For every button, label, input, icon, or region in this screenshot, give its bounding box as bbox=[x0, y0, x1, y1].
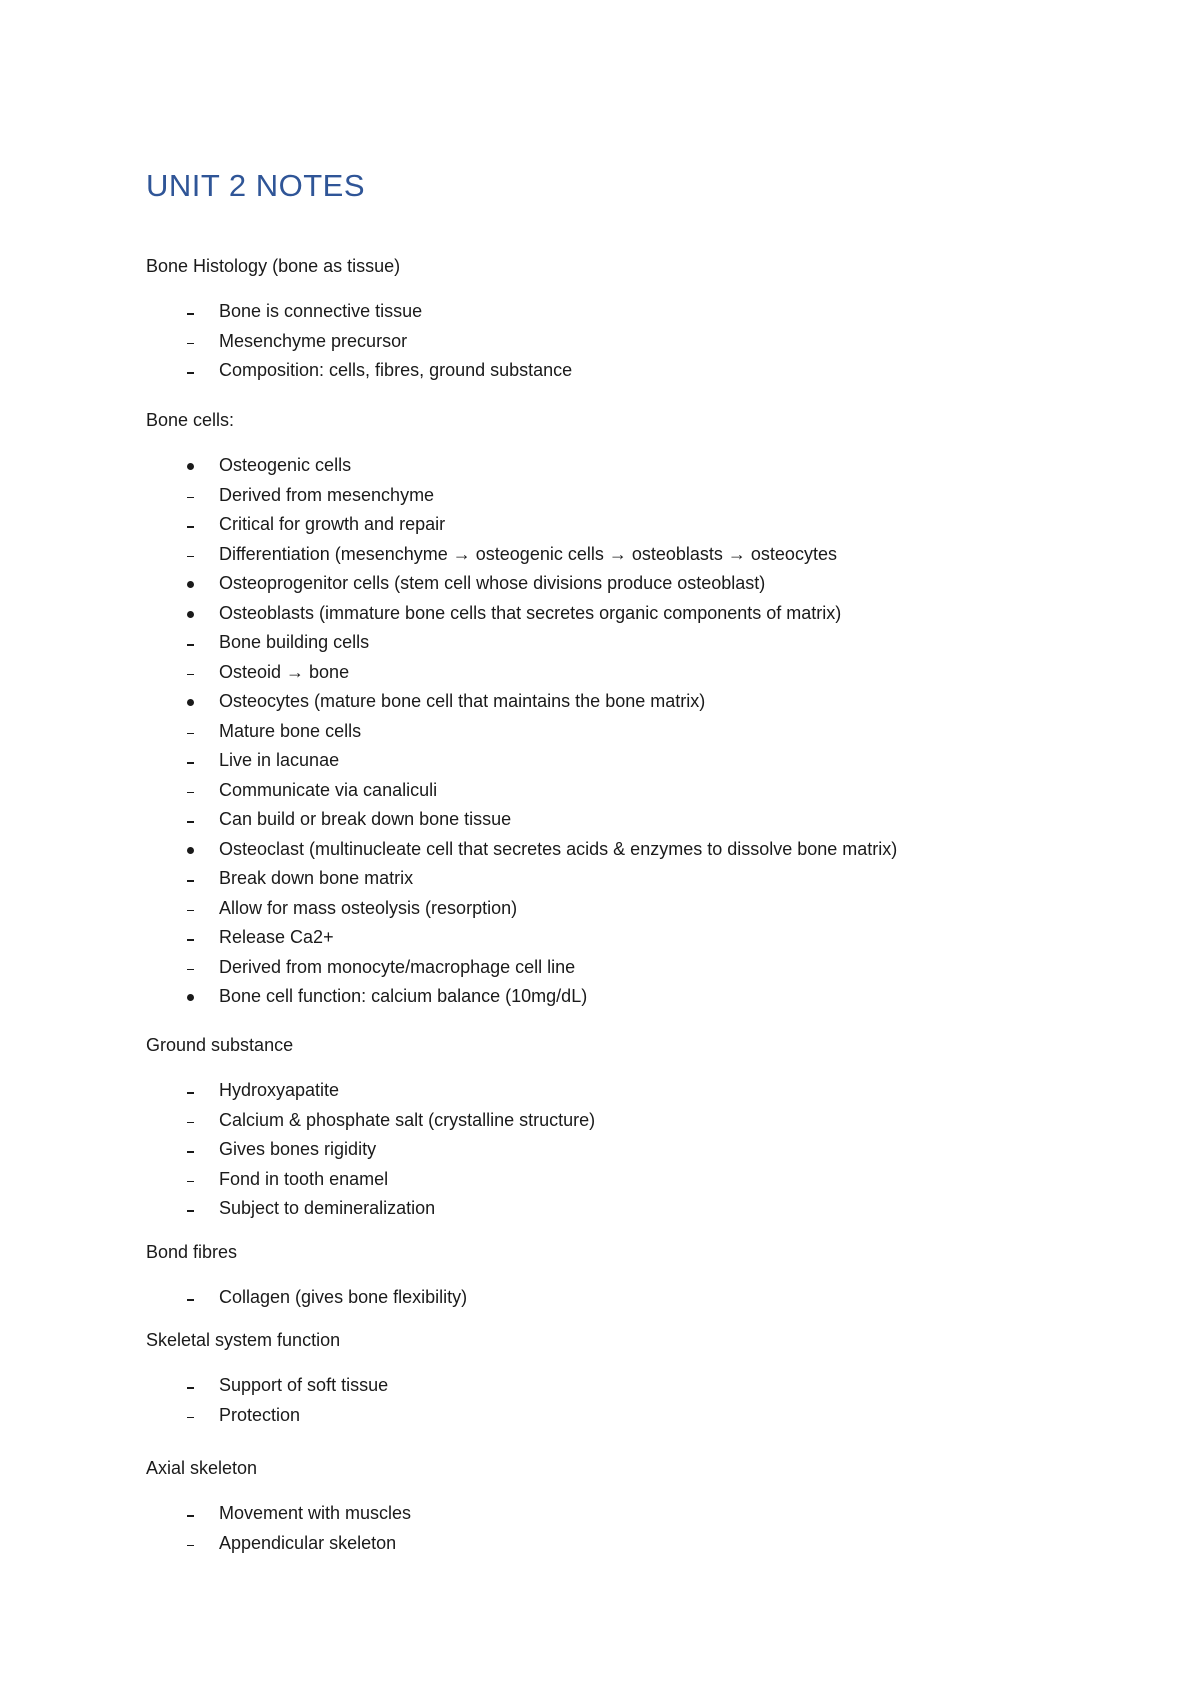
list-item-text: Live in lacunae bbox=[219, 750, 340, 770]
list-item-text: Composition: cells, fibres, ground substance bbox=[219, 360, 573, 380]
list-item-text: Hydroxyapatite bbox=[219, 1080, 340, 1100]
list-item-text: Osteoid → bone bbox=[219, 661, 350, 682]
list-item-text: Calcium & phosphate salt (crystalline structure) bbox=[219, 1109, 596, 1130]
list-item-text: Bone building cells bbox=[219, 632, 370, 652]
section-heading: Bone cells: bbox=[146, 410, 235, 430]
list-item-text: Collagen (gives bone flexibility) bbox=[219, 1287, 468, 1307]
page-title: UNIT 2 NOTES bbox=[146, 168, 366, 203]
list-item-text: Release Ca2+ bbox=[219, 927, 334, 947]
list-item-text: Mesenchyme precursor bbox=[219, 330, 408, 351]
list-item-text: Subject to demineralization bbox=[219, 1198, 436, 1218]
section-heading: Skeletal system function bbox=[146, 1330, 341, 1350]
list-item-text: Protection bbox=[219, 1404, 301, 1425]
list-item-text: Osteoclast (multinucleate cell that secretes acids & enzymes to dissolve bone matrix) bbox=[219, 838, 898, 859]
section-heading: Bone Histology (bone as tissue) bbox=[146, 256, 401, 276]
list-item-text: Bone is connective tissue bbox=[219, 301, 423, 321]
list-item-text: Appendicular skeleton bbox=[219, 1532, 397, 1553]
list-item-text: Differentiation (mesenchyme → osteogenic cells → osteoblasts → osteocytes bbox=[219, 543, 837, 564]
section-heading: Bond fibres bbox=[146, 1242, 238, 1262]
list-item-text: Fond in tooth enamel bbox=[219, 1168, 389, 1189]
list-item-text: Bone cell function: calcium balance (10mg/dL) bbox=[219, 986, 588, 1006]
list-item-text: Allow for mass osteolysis (resorption) bbox=[219, 897, 518, 918]
list-item-text: Communicate via canaliculi bbox=[219, 779, 438, 800]
list-item-text: Movement with muscles bbox=[219, 1503, 412, 1523]
list-item-text: Derived from monocyte/macrophage cell line bbox=[219, 956, 576, 977]
section-heading: Ground substance bbox=[146, 1035, 294, 1055]
list-item-text: Osteocytes (mature bone cell that maintains the bone matrix) bbox=[219, 691, 706, 711]
list-item-text: Support of soft tissue bbox=[219, 1375, 389, 1395]
list-item-text: Osteogenic cells bbox=[219, 455, 352, 475]
list-item-text: Can build or break down bone tissue bbox=[219, 809, 512, 829]
list-item-text: Break down bone matrix bbox=[219, 868, 414, 888]
section-heading: Axial skeleton bbox=[146, 1458, 258, 1478]
list-item-text: Osteoprogenitor cells (stem cell whose divisions produce osteoblast) bbox=[219, 573, 766, 593]
list-item-text: Derived from mesenchyme bbox=[219, 484, 435, 505]
list-item-text: Osteoblasts (immature bone cells that secretes organic components of matrix) bbox=[219, 602, 842, 623]
list-item-text: Critical for growth and repair bbox=[219, 514, 446, 534]
list-item-text: Mature bone cells bbox=[219, 720, 362, 741]
list-item-text: Gives bones rigidity bbox=[219, 1139, 377, 1159]
